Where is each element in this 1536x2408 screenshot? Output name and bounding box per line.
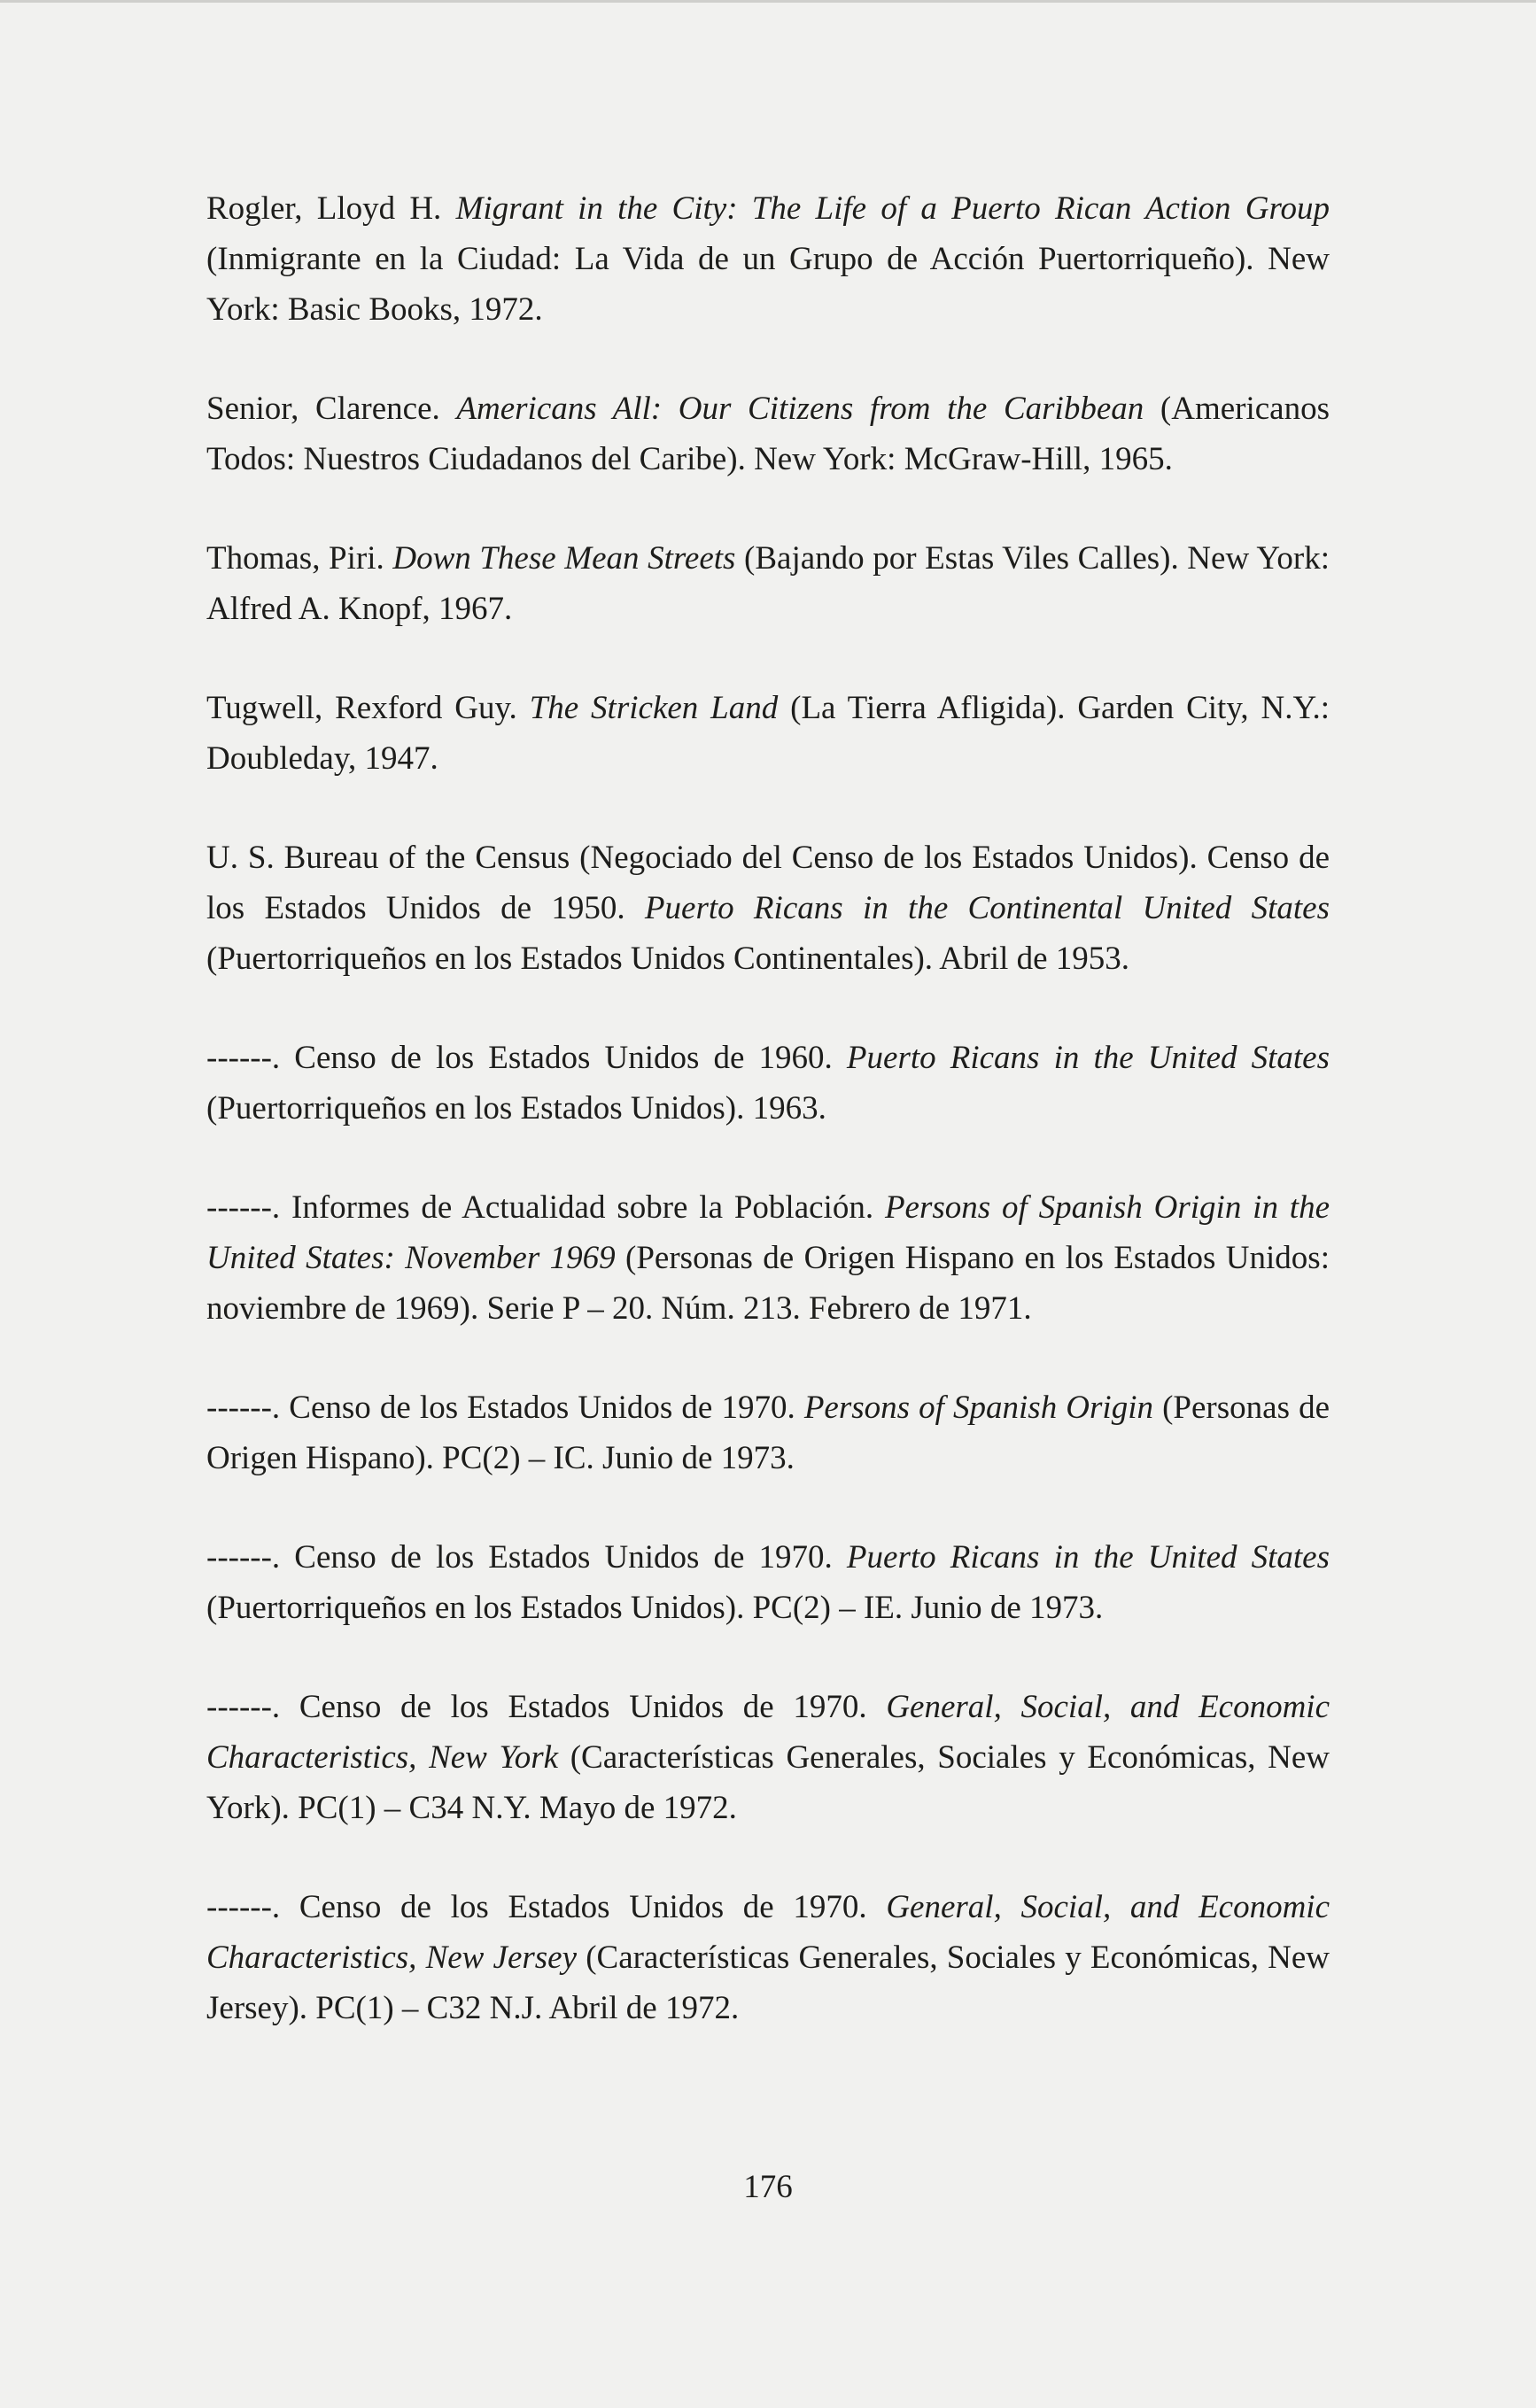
entry-details: (Personas de Origen Hispano). PC(2) – IC. Junio de 1973.	[206, 1390, 1330, 1476]
entry-details: (Puertorriqueños en los Estados Unidos). 1963.	[206, 1090, 826, 1127]
page-number: 176	[743, 2169, 793, 2205]
entry-details: (Puertorriqueños en los Estados Unidos Continentales). Abril de 1953.	[206, 941, 1130, 977]
entry-author: ------. Censo de los Estados Unidos de 1970.	[206, 1390, 795, 1426]
bibliography-entry	[206, 1882, 1330, 2033]
entry-details: (Características Generales, Sociales y Económicas, New York). PC(1) – C34 N.Y. Mayo de 1972.	[206, 1739, 1330, 1826]
entry-author: Rogler, Lloyd H.	[206, 190, 442, 227]
entry-title: The Stricken Land	[529, 690, 779, 726]
entry-details: (Bajando por Estas Viles Calles). New York: Alfred A. Knopf, 1967.	[206, 540, 1330, 627]
bibliography-entry	[206, 1182, 1330, 1334]
entry-author: Thomas, Piri.	[206, 540, 384, 577]
entry-title: Persons of Spanish Origin in the United States: November 1969	[206, 1189, 1330, 1276]
entry-title: Puerto Ricans in the United States	[846, 1040, 1330, 1076]
entry-title: Down These Mean Streets	[392, 540, 736, 577]
entry-author: U. S. Bureau of the Census (Negociado del Censo de los Estados Unidos). Censo de los Estados Unidos de 1950.	[206, 840, 1330, 926]
bibliography-entry	[206, 1382, 1330, 1483]
bibliography-entry	[206, 1033, 1330, 1134]
bibliography-entry	[206, 683, 1330, 784]
entry-details: (Puertorriqueños en los Estados Unidos). PC(2) – IE. Junio de 1973.	[206, 1590, 1104, 1626]
entry-author: ------. Censo de los Estados Unidos de 1970.	[206, 1889, 867, 1925]
entry-author: Senior, Clarence.	[206, 391, 440, 427]
entry-details: (Inmigrante en la Ciudad: La Vida de un Grupo de Acción Puertorriqueño). New York: Basic Books, 1972.	[206, 241, 1330, 328]
entry-author: Tugwell, Rexford Guy.	[206, 690, 517, 726]
entry-title: Puerto Ricans in the United States	[846, 1539, 1330, 1576]
entry-details: (Características Generales, Sociales y Económicas, New Jersey). PC(1) – C32 N.J. Abril de 1972.	[206, 1940, 1330, 2026]
entry-author: ------. Censo de los Estados Unidos de 1960.	[206, 1040, 833, 1076]
entry-title: Migrant in the City: The Life of a Puerto Rican Action Group	[455, 190, 1330, 227]
page-top-edge	[0, 0, 1536, 3]
entry-title: Americans All: Our Citizens from the Caribbean	[456, 391, 1144, 427]
entry-author: ------. Censo de los Estados Unidos de 1970.	[206, 1539, 833, 1576]
entry-details: (La Tierra Afligida). Garden City, N.Y.: Doubleday, 1947.	[206, 690, 1330, 777]
bibliography-entry	[206, 1532, 1330, 1633]
bibliography-entry	[206, 383, 1330, 484]
entry-title: Persons of Spanish Origin	[803, 1390, 1153, 1426]
bibliography-entry	[206, 1682, 1330, 1833]
entry-details: (Americanos Todos: Nuestros Ciudadanos del Caribe). New York: McGraw-Hill, 1965.	[206, 391, 1330, 477]
bibliography-entry	[206, 533, 1330, 634]
bibliography-entry	[206, 183, 1330, 335]
entry-title: General, Social, and Economic Characteristics, New York	[206, 1689, 1330, 1776]
entry-author: ------. Informes de Actualidad sobre la Población.	[206, 1189, 874, 1226]
entry-author: ------. Censo de los Estados Unidos de 1970.	[206, 1689, 867, 1725]
entry-details: (Personas de Origen Hispano en los Estados Unidos: noviembre de 1969). Serie P – 20. Núm. 213. Febrero de 1971.	[206, 1240, 1330, 1327]
entry-title: Puerto Ricans in the Continental United States	[644, 890, 1330, 926]
entry-title: General, Social, and Economic Characteristics, New Jersey	[206, 1889, 1330, 1976]
bibliography-entry	[206, 832, 1330, 984]
bibliography-list	[206, 183, 1330, 2082]
